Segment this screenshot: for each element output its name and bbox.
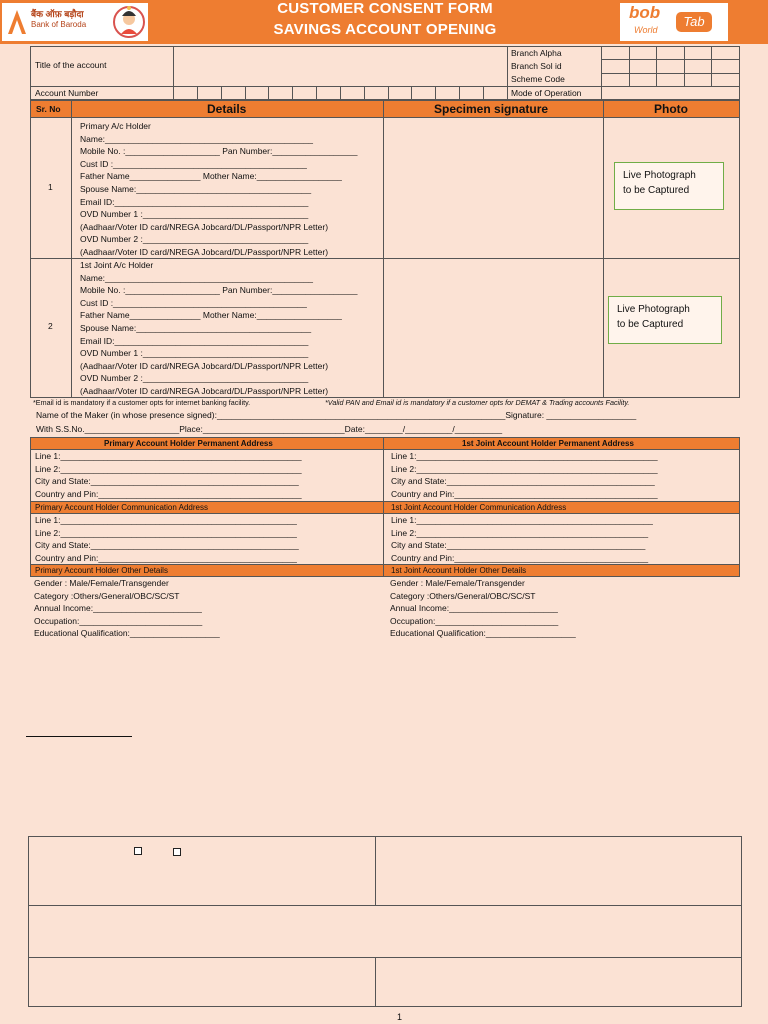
row1-photo-cell (603, 117, 740, 259)
account-number-boxes[interactable] (173, 86, 508, 100)
row2-name-field[interactable]: Name:____________________________________________ (80, 272, 314, 283)
primary-occupation-field[interactable]: Occupation:__________________________ (34, 615, 203, 626)
row2-cust-id-field[interactable]: Cust ID :_________________________________________ (80, 297, 307, 308)
primary-perm-line1[interactable]: Line 1:___________________________________________________ (35, 451, 302, 461)
primary-category-field[interactable]: Category :Others/General/OBC/SC/ST (34, 590, 180, 601)
title-of-account-input[interactable] (173, 46, 508, 87)
separator-line (26, 736, 132, 737)
title-of-account-label: Title of the account (35, 60, 107, 70)
primary-comm-line1[interactable]: Line 1:__________________________________________________ (35, 515, 297, 525)
checkbox-2[interactable] (173, 848, 181, 856)
branch-sol-id-label: Branch Sol id (511, 61, 562, 71)
primary-other-details-header (30, 564, 384, 577)
primary-perm-city-state[interactable]: City and State:____________________________________________ (35, 476, 299, 487)
primary-communication-address-cell[interactable] (30, 513, 384, 565)
primary-perm-country-pin[interactable]: Country and Pin:___________________________________________ (35, 488, 302, 499)
row2-signature-box[interactable] (383, 258, 604, 398)
col-details-label: Details (207, 102, 247, 116)
joint-other-details-title: 1st Joint Account Holder Other Details (391, 566, 527, 575)
row2-details-cell[interactable] (71, 258, 384, 398)
primary-perm-line2[interactable]: Line 2:___________________________________________________ (35, 463, 302, 474)
bob-logo-text: bob (629, 3, 661, 22)
row2-photo-text-1: Live Photograph (617, 304, 690, 315)
row1-ovd1-field[interactable]: OVD Number 1 :___________________________________ (80, 209, 309, 220)
row1-signature-box[interactable] (383, 117, 604, 259)
primary-permanent-address-title: Primary Account Holder Permanent Address (104, 439, 273, 448)
row2-ovd1-field[interactable]: OVD Number 1 :___________________________________ (80, 348, 309, 359)
row2-father-mother-field[interactable]: Father Name_______________ Mother Name:__________________ (80, 310, 342, 321)
bottom-left-box (28, 836, 376, 906)
row1-sr-number: 1 (48, 182, 53, 192)
mode-of-operation-label-cell (507, 86, 602, 100)
joint-permanent-address-cell[interactable] (383, 449, 740, 502)
primary-education-field[interactable]: Educational Qualification:___________________ (34, 628, 220, 639)
joint-permanent-address-title: 1st Joint Account Holder Permanent Address (462, 439, 634, 448)
world-logo-text: World (634, 25, 658, 35)
branch-details-label-cell (507, 46, 602, 87)
primary-comm-city-state[interactable]: City and State:____________________________________________ (35, 540, 299, 551)
form-title-line1: CUSTOMER CONSENT FORM (277, 0, 493, 17)
joint-education-field[interactable]: Educational Qualification:___________________ (390, 628, 576, 639)
bottom-right-sign-box[interactable] (375, 957, 742, 1007)
joint-category-field[interactable]: Category :Others/General/OBC/SC/ST (390, 590, 536, 601)
primary-comm-country-pin[interactable]: Country and Pin:__________________________________________ (35, 552, 297, 563)
primary-annual-income-field[interactable]: Annual Income:_______________________ (34, 603, 202, 614)
branch-alpha-label: Branch Alpha (511, 48, 562, 58)
row1-cust-id-field[interactable]: Cust ID :_________________________________________ (80, 158, 307, 169)
joint-gender-field[interactable]: Gender : Male/Female/Transgender (390, 578, 525, 588)
col-header-photo (603, 100, 740, 118)
bottom-right-box[interactable] (375, 836, 742, 906)
row1-ovd2-note: (Aadhaar/Voter ID card/NREGA Jobcard/DL/Passport/NPR Letter) (80, 247, 329, 257)
joint-comm-city-state[interactable]: City and State:__________________________________________ (391, 540, 646, 551)
tab-badge: Tab (676, 12, 712, 32)
joint-communication-address-title: 1st Joint Account Holder Communication Address (391, 503, 567, 512)
bob-world-logo (620, 3, 728, 41)
bank-name-hindi: बैंक ऑफ़ बड़ौदा (31, 9, 84, 19)
col-photo-label: Photo (654, 102, 688, 116)
joint-comm-line1[interactable]: Line 1:__________________________________________________ (391, 515, 653, 525)
joint-comm-line2[interactable]: Line 2:_________________________________________________ (391, 527, 649, 538)
row2-ovd2-note: (Aadhaar/Voter ID card/NREGA Jobcard/DL/Passport/NPR Letter) (80, 386, 329, 396)
col-signature-label: Specimen signature (434, 102, 549, 116)
row2-email-field[interactable]: Email ID:_________________________________________ (80, 335, 309, 346)
joint-perm-country-pin[interactable]: Country and Pin:___________________________________________ (391, 488, 658, 499)
primary-other-details-title: Primary Account Holder Other Details (35, 566, 168, 575)
checkbox-1[interactable] (134, 847, 142, 855)
title-of-account-label-cell (30, 46, 174, 87)
row1-photo-text-1: Live Photograph (623, 170, 696, 181)
row2-live-photo-placeholder[interactable] (608, 296, 722, 344)
email-mandatory-note: *Email id is mandatory if a customer opts for internet banking facility. (33, 398, 251, 407)
joint-annual-income-field[interactable]: Annual Income:_______________________ (390, 603, 558, 614)
row1-photo-text-2: to be Captured (623, 185, 690, 196)
row2-heading: 1st Joint A/c Holder (80, 260, 154, 270)
joint-perm-city-state[interactable]: City and State:____________________________________________ (391, 476, 655, 487)
row1-sr-cell (30, 117, 72, 259)
row2-photo-text-2: to be Captured (617, 319, 684, 330)
mascot-emblem-icon (112, 4, 146, 40)
joint-comm-country-pin[interactable]: Country and Pin:_________________________________________ (391, 552, 649, 563)
maker-name-signature-field[interactable]: Name of the Maker (in whose presence signed):_____________________________________________________________Signature: ___________________ (36, 410, 637, 420)
primary-gender-field[interactable]: Gender : Male/Female/Transgender (34, 578, 169, 588)
form-title-line2: SAVINGS ACCOUNT OPENING (273, 21, 497, 38)
row1-ovd1-note: (Aadhaar/Voter ID card/NREGA Jobcard/DL/Passport/NPR Letter) (80, 221, 329, 232)
bank-of-baroda-sun-icon (5, 6, 29, 36)
scheme-code-label: Scheme Code (511, 74, 565, 84)
joint-perm-line2[interactable]: Line 2:___________________________________________________ (391, 463, 658, 474)
col-header-signature (383, 100, 604, 118)
row1-live-photo-placeholder[interactable] (614, 162, 724, 210)
col-header-srno (30, 100, 72, 118)
page-number: 1 (397, 1012, 403, 1022)
bottom-left-sign-box[interactable] (28, 957, 376, 1007)
account-number-label: Account Number (35, 88, 99, 98)
col-srno-label: Sr. No (36, 104, 61, 114)
primary-communication-address-title: Primary Account Holder Communication Address (35, 503, 208, 512)
bank-logo (2, 3, 148, 41)
row1-details-cell[interactable] (71, 117, 384, 259)
joint-other-details-header (383, 564, 740, 577)
row2-mobile-pan-field[interactable]: Mobile No. :____________________ Pan Number:__________________ (80, 285, 358, 296)
joint-communication-address-cell[interactable] (383, 513, 740, 565)
primary-comm-line2[interactable]: Line 2:__________________________________________________ (35, 527, 297, 538)
joint-perm-line1[interactable]: Line 1:___________________________________________________ (391, 451, 658, 461)
bottom-wide-box[interactable] (28, 905, 742, 958)
row2-photo-cell (603, 258, 740, 398)
ssno-place-date-field[interactable]: With S.S.No.____________________Place:______________________________Date:________/__________/__________ (36, 424, 503, 434)
row2-sr-number: 2 (48, 321, 53, 331)
row1-spouse-field[interactable]: Spouse Name:_____________________________________ (80, 184, 312, 194)
row2-ovd2-field[interactable]: OVD Number 2 :___________________________________ (80, 373, 309, 384)
joint-occupation-field[interactable]: Occupation:__________________________ (390, 615, 559, 626)
row2-ovd1-note: (Aadhaar/Voter ID card/NREGA Jobcard/DL/Passport/NPR Letter) (80, 360, 329, 371)
row1-father-mother-field[interactable]: Father Name_______________ Mother Name:__________________ (80, 171, 342, 182)
row1-email-field[interactable]: Email ID:_________________________________________ (80, 196, 309, 207)
mode-of-operation-input[interactable] (601, 86, 740, 100)
mode-of-operation-label: Mode of Operation (511, 88, 582, 98)
row1-heading: Primary A/c Holder (80, 121, 151, 131)
primary-permanent-address-cell[interactable] (30, 449, 384, 502)
account-number-label-cell (30, 86, 174, 100)
row2-sr-cell (30, 258, 72, 398)
bank-name: Bank of Baroda (31, 20, 87, 29)
pan-mandatory-note: *Valid PAN and Email id is mandatory if a customer opts for DEMAT & Trading accounts Facility. (325, 398, 630, 407)
row1-ovd2-field[interactable]: OVD Number 2 :___________________________________ (80, 234, 309, 245)
row1-name-field[interactable]: Name:____________________________________________ (80, 133, 314, 144)
row1-mobile-pan-field[interactable]: Mobile No. :____________________ Pan Number:__________________ (80, 146, 358, 157)
row2-spouse-field[interactable]: Spouse Name:_____________________________________ (80, 323, 312, 333)
col-header-details (71, 100, 384, 118)
branch-code-boxes[interactable] (601, 46, 740, 87)
